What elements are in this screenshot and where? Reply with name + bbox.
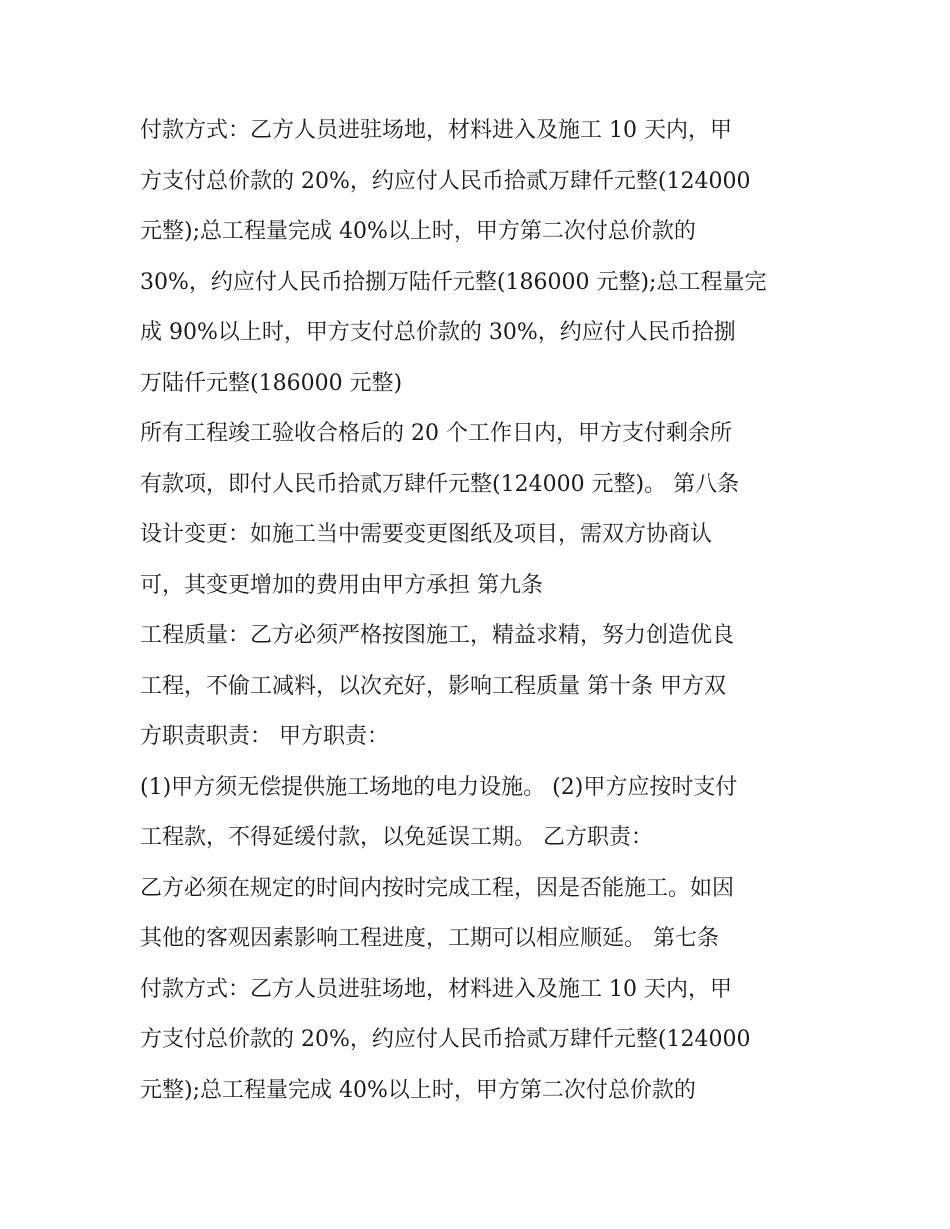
- text-line: 方职责职责： 甲方职责：: [140, 724, 389, 749]
- text-line: 付款方式：乙方人员进驻场地，材料进入及施工 10 天内，甲: [140, 976, 732, 1002]
- text-line: 元整);总工程量完成 40%以上时，甲方第二次付总价款的: [140, 1077, 696, 1103]
- text-line: 成 90%以上时，甲方支付总价款的 30%，约应付人民币拾捌: [140, 320, 736, 345]
- text-line: 30%，约应付人民币拾捌万陆仟元整(186000 元整);总工程量完: [140, 269, 767, 295]
- text-line: 乙方必须在规定的时间内按时完成工程，因是否能施工。如因: [140, 875, 735, 901]
- text-line: (1)甲方须无偿提供施工场地的电力设施。 (2)甲方应按时支付: [140, 774, 738, 800]
- text-line: 工程质量：乙方必须严格按图施工，精益求精，努力创造优良: [140, 623, 735, 648]
- text-line: 所有工程竣工验收合格后的 20 个工作日内，甲方支付剩余所: [140, 421, 732, 446]
- text-line: 方支付总价款的 20%，约应付人民币拾贰万肆仟元整(124000: [140, 1027, 751, 1052]
- text-line: 可，其变更增加的费用由甲方承担 第九条: [140, 572, 543, 598]
- text-line: 万陆仟元整(186000 元整): [140, 370, 403, 396]
- text-line: 工程，不偷工减料，以次充好，影响工程质量 第十条 甲方双: [140, 673, 726, 699]
- text-line: 有款项，即付人民币拾贰万肆仟元整(124000 元整)。 第八条: [140, 471, 740, 497]
- text-line: 付款方式：乙方人员进驻场地，材料进入及施工 10 天内，甲: [140, 118, 732, 143]
- text-line: 工程款，不得延缓付款，以免延误工期。 乙方职责：: [140, 825, 653, 850]
- text-line: 设计变更：如施工当中需要变更图纸及项目，需双方协商认: [140, 522, 713, 547]
- text-line: 元整);总工程量完成 40%以上时，甲方第二次付总价款的: [140, 219, 696, 244]
- text-line: 其他的客观因素影响工程进度，工期可以相应顺延。 第七条: [140, 926, 719, 951]
- body-text: [140, 106, 830, 1116]
- text-line: 方支付总价款的 20%，约应付人民币拾贰万肆仟元整(124000: [140, 168, 751, 194]
